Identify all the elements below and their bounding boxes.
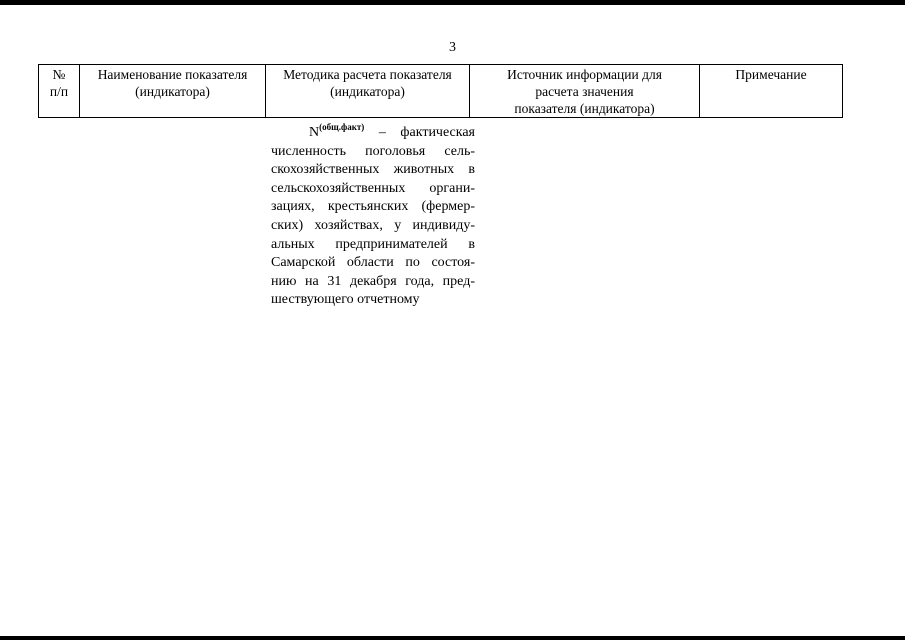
method-line-3: сельскохозяйственных органи- bbox=[271, 180, 475, 196]
method-line-2: скохозяйственных животных в bbox=[271, 162, 475, 178]
header-source-line-1: Источник информации для bbox=[507, 67, 662, 82]
method-line-1: численность поголовья сель- bbox=[271, 143, 475, 159]
header-cell-number bbox=[39, 65, 80, 118]
method-line-7: Самарской области по состоя- bbox=[271, 255, 475, 271]
indicator-table-header bbox=[38, 64, 843, 118]
formula-definition-line bbox=[271, 118, 475, 143]
method-description bbox=[271, 118, 475, 310]
header-note-line-1: Примечание bbox=[735, 67, 807, 82]
header-method-line-1: Методика расчета показателя bbox=[283, 67, 452, 82]
bottom-page-edge bbox=[0, 636, 905, 640]
header-cell-information-source bbox=[470, 65, 700, 118]
formula-dash-text: – фактическая bbox=[364, 125, 475, 140]
method-line-5: ских) хозяйствах, у индивиду- bbox=[271, 217, 475, 233]
header-number-line-2: п/п bbox=[49, 84, 69, 99]
header-row bbox=[39, 65, 843, 118]
top-page-edge bbox=[0, 0, 905, 5]
header-cell-note bbox=[700, 65, 843, 118]
header-name-line-2: (индикатора) bbox=[135, 84, 210, 99]
header-cell-calculation-method bbox=[266, 65, 470, 118]
header-cell-indicator-name bbox=[80, 65, 266, 118]
header-source-line-3: показателя (индикатора) bbox=[514, 101, 655, 116]
method-line-4: зациях, крестьянских (фермер- bbox=[271, 199, 475, 215]
method-line-9: шествующего отчетному bbox=[271, 292, 420, 308]
header-number-line-1: № bbox=[52, 67, 66, 82]
method-line-6: альных предпринимателей в bbox=[271, 236, 475, 252]
page-number: 3 bbox=[449, 40, 456, 55]
header-method-line-2: (индикатора) bbox=[330, 84, 405, 99]
formula-superscript: (общ.факт) bbox=[319, 122, 365, 132]
header-name-line-1: Наименование показателя bbox=[97, 67, 248, 82]
formula-symbol: N bbox=[309, 125, 320, 140]
header-source-line-2: расчета значения bbox=[535, 84, 634, 99]
method-line-8: нию на 31 декабря года, пред- bbox=[271, 273, 475, 289]
